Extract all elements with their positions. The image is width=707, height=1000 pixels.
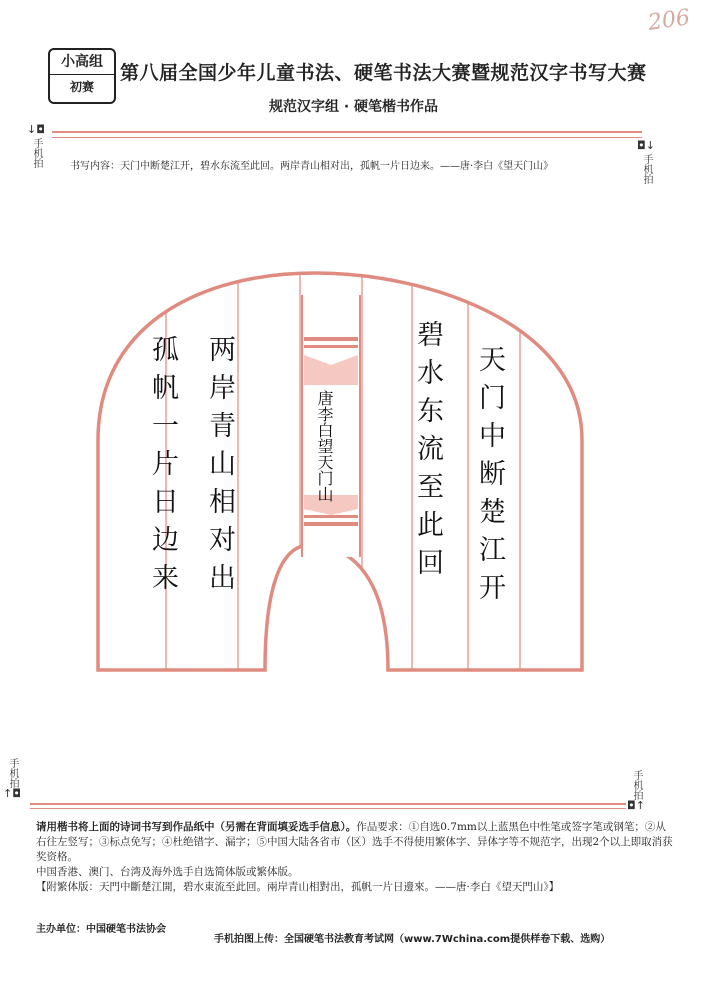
poem-column-1: 天门中断楚江开	[474, 345, 505, 611]
poem-column-3: 两岸青山相对出	[204, 335, 235, 601]
instructions-lead: 请用楷书将上面的诗词书写到作品纸中（另需在背面填妥选手信息）。	[36, 821, 357, 833]
writing-content: 书写内容：天门中断楚江开，碧水东流至此回。两岸青山相对出，孤帆一片日边来。——唐·李白《望天门山》	[70, 161, 554, 172]
photo-hint-bottom-left	[2, 758, 22, 800]
photo-hint-top-left	[26, 124, 46, 168]
camera-icon: ↑◘	[3, 787, 21, 800]
photo-hint-label: 手机拍	[631, 770, 642, 800]
organizer: 主办单位：中国硬笔书法协会	[36, 924, 166, 935]
badge-round-label: 初赛	[69, 80, 94, 94]
camera-icon: ↓◘	[27, 123, 45, 136]
photo-hint-label: 手机拍	[641, 154, 652, 184]
photo-hint-bottom-right	[626, 770, 646, 812]
top-divider	[52, 131, 642, 133]
bottom-divider	[30, 803, 626, 805]
top-divider-secondary	[52, 137, 642, 138]
page-subtitle: 规范汉字组 · 硬笔楷书作品	[268, 99, 439, 115]
bottom-divider-secondary	[30, 808, 626, 809]
upload-info: 手机拍图上传：全国硬笔书法教育考试网（www.7Wchina.com提供样卷下载、选购）	[214, 934, 611, 945]
photo-hint-label: 手机拍	[31, 138, 42, 168]
poem-attribution: 唐李白望天门山	[315, 390, 334, 502]
poem-column-2: 碧水东流至此回	[412, 320, 443, 586]
page-number: 206	[646, 5, 692, 36]
photo-hint-top-right	[636, 140, 656, 184]
badge-group-label: 小高组	[50, 50, 114, 75]
instructions-note: 中国香港、澳门、台湾及海外选手自选简体版或繁体版。	[36, 866, 299, 878]
photo-hint-label: 手机拍	[7, 758, 18, 788]
camera-icon: ◘↓	[637, 139, 655, 152]
camera-icon: ◘↑	[627, 799, 645, 812]
instructions-body: 作品要求：①自选0.7mm以上蓝黑色中性笔或签字笔或钢笔；②从右往左竖写；③标点免写；④杜绝错字、漏字；⑤中国大陆各省市（区）选手不得使用繁体字、异体字等不规范字，出现2个以上即取消获奖资格。	[36, 821, 673, 863]
page-title: 第八届全国少年儿童书法、硬笔书法大赛暨规范汉字书写大赛	[120, 62, 647, 84]
poem-column-4: 孤帆一片日边来	[147, 335, 178, 601]
traditional-version: 【附繁体版：天門中斷楚江開，碧水東流至此回。兩岸青山相對出，孤帆一片日邊來。——唐·李白《望天門山》】	[36, 881, 560, 893]
instructions	[36, 820, 676, 895]
